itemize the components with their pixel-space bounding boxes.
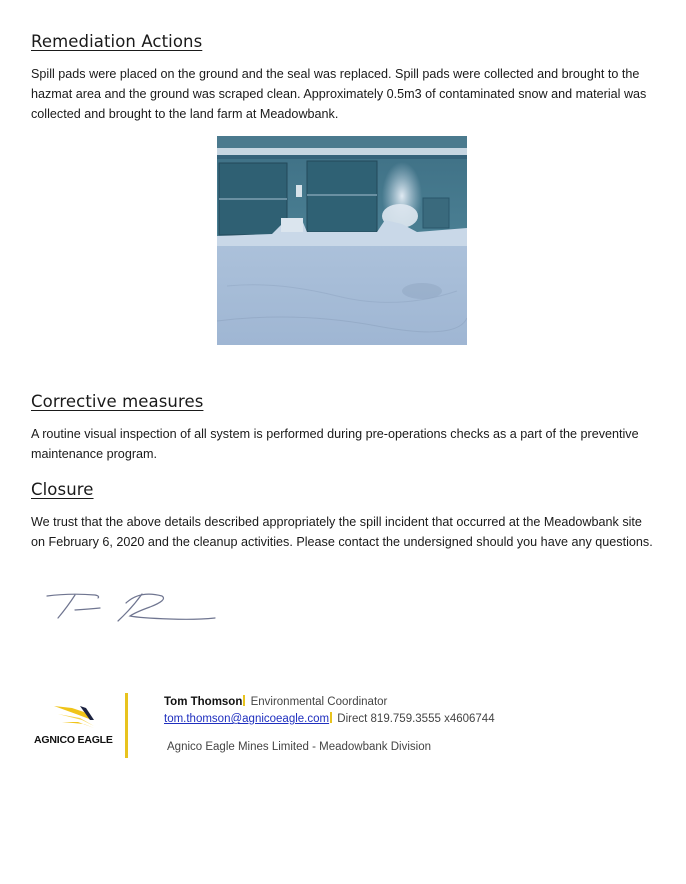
site-photo <box>217 136 467 345</box>
corrective-text: A routine visual inspection of all system is performed during pre-operations checks as a part of the preventive maintenance program. <box>31 427 639 461</box>
name-divider <box>243 695 245 706</box>
phone-number: Direct 819.759.3555 x4606744 <box>337 713 495 725</box>
signer-name: Tom Thomson <box>164 696 243 708</box>
email-link[interactable]: tom.thomson@agnicoeagle.com <box>164 713 330 725</box>
logo-text: AGNICO EAGLE <box>34 734 113 746</box>
brand-divider <box>125 693 128 758</box>
signer-title: Environmental Coordinator <box>250 696 388 708</box>
company-name: Agnico Eagle Mines Limited - Meadowbank Division <box>167 741 431 753</box>
email-divider <box>330 712 332 723</box>
signature-contact-line <box>164 712 495 725</box>
signature-name-line <box>164 695 387 708</box>
remediation-text: Spill pads were placed on the ground and the seal was replaced. Spill pads were collected and brought to the hazmat area and the ground was scraped clean. Approximately 0.5m3 of contaminated snow and material was collected and brought to the land farm at Meadowbank. <box>31 67 647 121</box>
closure-text: We trust that the above details described appropriately the spill incident that occurred at the Meadowbank site on February 6, 2020 and the cleanup activities. Please contact the undersigned should you have any questions. <box>31 515 653 549</box>
handwritten-signature <box>40 588 230 633</box>
remediation-heading: Remediation Actions <box>31 32 203 51</box>
corrective-heading: Corrective measures <box>31 392 204 411</box>
closure-heading: Closure <box>31 480 94 499</box>
